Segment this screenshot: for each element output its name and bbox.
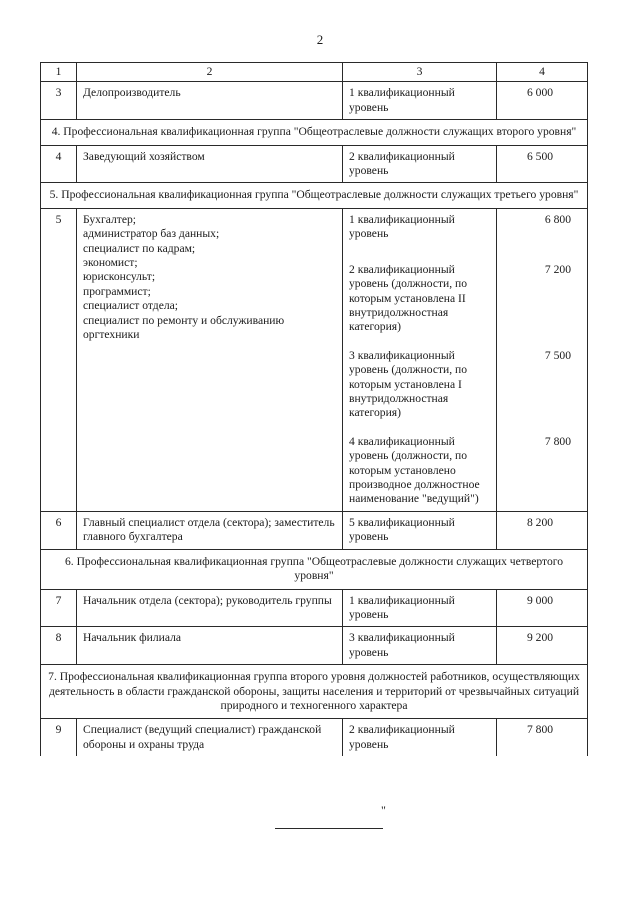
position-item: специалист по ремонту и обслуживанию оргтехники [83, 313, 285, 342]
table-row [41, 627, 588, 665]
salary-value: 6 800 [544, 212, 571, 226]
salary-cell: 7 800 [497, 719, 588, 756]
position-cell: Заведующий хозяйством [77, 145, 343, 183]
position-item: юрисконсульт; [83, 270, 156, 284]
qualification-level: 4 квалификационный уровень (должности, по которым установлено производное должностное наименование "ведущий") [349, 434, 480, 506]
salary-value: 7 800 [544, 434, 571, 448]
group-title: 6. Профессиональная квалификационная группа "Общеотраслевые должности служащих четвертого уровня" [41, 549, 588, 589]
table-row [41, 82, 588, 120]
group-header-row [41, 665, 588, 719]
end-divider-line [275, 828, 383, 829]
table-header-row [41, 63, 588, 82]
row-number: 4 [41, 145, 77, 183]
salary-value: 7 500 [544, 348, 571, 362]
header-col-4: 4 [497, 63, 588, 82]
table-row [41, 511, 588, 549]
position-item: администратор баз данных; [83, 227, 220, 241]
salary-table [40, 62, 588, 756]
group-title: 5. Профессиональная квалификационная группа "Общеотраслевые должности служащих третьего уровня" [41, 183, 588, 208]
position-cell: Главный специалист отдела (сектора); заместитель главного бухгалтера [77, 511, 343, 549]
qualification-level-cell: 2 квалификационный уровень [343, 719, 497, 756]
qualification-level: 1 квалификационный уровень [349, 212, 455, 241]
header-col-2: 2 [77, 63, 343, 82]
page-number: 2 [316, 32, 324, 47]
closing-quote: " [381, 803, 386, 817]
qualification-level-cell: 2 квалификационный уровень [343, 145, 497, 183]
row-number: 9 [41, 719, 77, 756]
table-row [41, 719, 588, 756]
position-list-cell [77, 208, 343, 511]
row-number: 3 [41, 82, 77, 120]
group-header-row [41, 549, 588, 589]
position-cell: Делопроизводитель [77, 82, 343, 120]
header-col-1: 1 [41, 63, 77, 82]
position-item: экономист; [83, 256, 138, 270]
salary-value: 7 200 [544, 262, 571, 276]
position-item: специалист по кадрам; [83, 241, 196, 255]
salary-list-cell [497, 208, 588, 511]
salary-cell: 9 200 [497, 627, 588, 665]
salary-cell: 6 000 [497, 82, 588, 120]
header-col-3: 3 [343, 63, 497, 82]
position-item: программист; [83, 284, 151, 298]
row-number: 6 [41, 511, 77, 549]
salary-cell: 8 200 [497, 511, 588, 549]
row-number: 5 [41, 208, 77, 511]
table-row [41, 145, 588, 183]
table-row [41, 208, 588, 511]
group-header-row [41, 183, 588, 208]
qualification-level-cell: 5 квалификационный уровень [343, 511, 497, 549]
position-item: Бухгалтер; [83, 212, 136, 226]
group-title: 7. Профессиональная квалификационная группа второго уровня должностей работников, осуществляющих деятельность в области гражданской обороны, защиты населения и территорий от чрезвычайных ситуаций природного и техногенного характера [41, 665, 588, 719]
position-cell: Начальник отдела (сектора); руководитель группы [77, 589, 343, 627]
qualification-level-list-cell [343, 208, 497, 511]
group-header-row [41, 120, 588, 145]
position-item: специалист отдела; [83, 299, 179, 313]
qualification-level-cell: 1 квалификационный уровень [343, 82, 497, 120]
row-number: 8 [41, 627, 77, 665]
position-cell: Специалист (ведущий специалист) гражданской обороны и охраны труда [77, 719, 343, 756]
qualification-level: 2 квалификационный уровень (должности, по которым установлена II внутридолжностная категория) [349, 262, 468, 334]
qualification-level-cell: 1 квалификационный уровень [343, 589, 497, 627]
group-title: 4. Профессиональная квалификационная группа "Общеотраслевые должности служащих второго уровня" [41, 120, 588, 145]
salary-cell: 9 000 [497, 589, 588, 627]
salary-cell: 6 500 [497, 145, 588, 183]
row-number: 7 [41, 589, 77, 627]
qualification-level: 3 квалификационный уровень (должности, по которым установлена I внутридолжностная категория) [349, 348, 468, 420]
qualification-level-cell: 3 квалификационный уровень [343, 627, 497, 665]
table-row [41, 589, 588, 627]
position-cell: Начальник филиала [77, 627, 343, 665]
